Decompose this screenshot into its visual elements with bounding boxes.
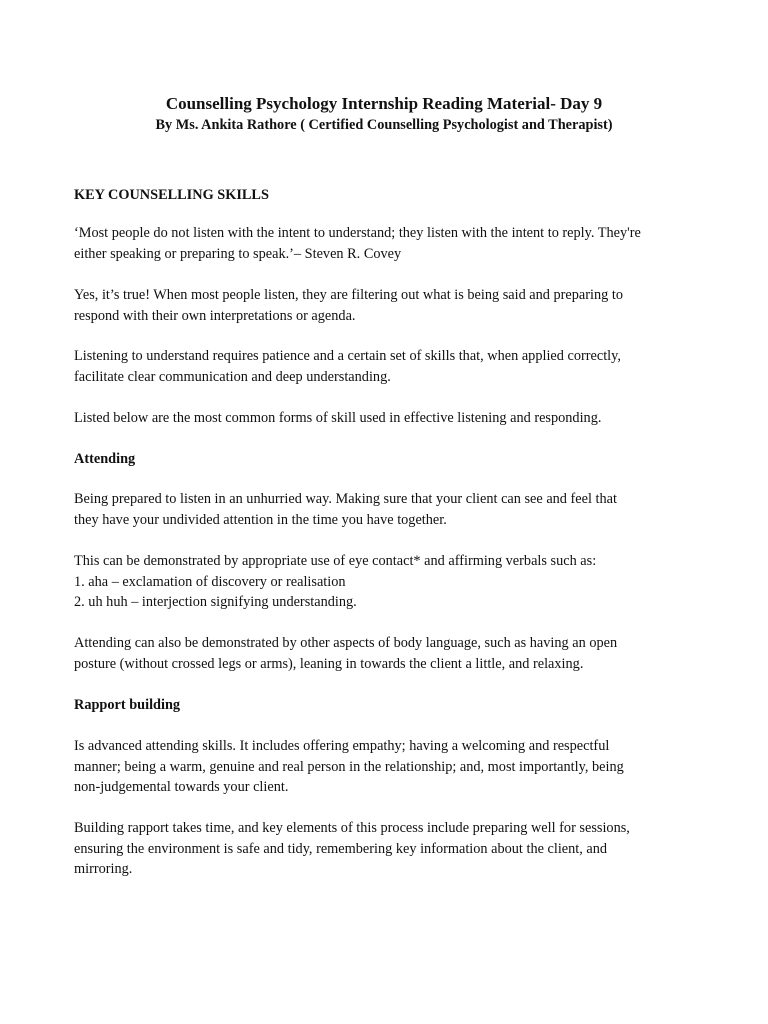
paragraph-line: Is advanced attending skills. It includes offering empathy; having a welcoming and respectful xyxy=(74,738,610,754)
paragraph-body-language xyxy=(74,633,714,674)
document-title: Counselling Psychology Internship Reading Material- Day 9 xyxy=(165,94,603,113)
list-item: 2. uh huh – interjection signifying understanding. xyxy=(74,594,357,610)
quote-line: ‘Most people do not listen with the intent to understand; they listen with the intent to reply. They're xyxy=(74,225,641,241)
section-heading-key-skills: KEY COUNSELLING SKILLS xyxy=(74,187,269,203)
paragraph-line: Listed below are the most common forms of skill used in effective listening and responding. xyxy=(74,410,602,426)
paragraph-attending xyxy=(74,489,714,530)
paragraph-patience xyxy=(74,346,714,387)
paragraph-line: Being prepared to listen in an unhurried way. Making sure that your client can see and feel that xyxy=(74,491,617,507)
paragraph-line: respond with their own interpretations or agenda. xyxy=(74,307,356,324)
paragraph-line: manner; being a warm, genuine and real person in the relationship; and, most importantly, being xyxy=(74,758,624,775)
quote-paragraph xyxy=(74,223,714,264)
paragraph-line: they have your undivided attention in the time you have together. xyxy=(74,511,447,528)
section-heading-attending: Attending xyxy=(74,451,136,467)
paragraph-line: mirroring. xyxy=(74,861,133,877)
paragraph-line: Yes, it’s true! When most people listen, they are filtering out what is being said and preparing to xyxy=(74,287,623,303)
paragraph-line: Listening to understand requires patience and a certain set of skills that, when applied correctly, xyxy=(74,348,621,364)
paragraph-line: Building rapport takes time, and key elements of this process include preparing well for sessions, xyxy=(74,820,630,836)
list-item: 1. aha – exclamation of discovery or realisation xyxy=(74,573,346,590)
paragraph-building-rapport xyxy=(74,818,714,880)
paragraph-line: non-judgemental towards your client. xyxy=(74,779,289,795)
quote-line: either speaking or preparing to speak.’– Steven R. Covey xyxy=(74,245,402,262)
paragraph-its-true xyxy=(74,285,714,326)
paragraph-demonstrated xyxy=(74,551,714,613)
paragraph-line: Attending can also be demonstrated by other aspects of body language, such as having an open xyxy=(74,635,618,651)
paragraph-line: facilitate clear communication and deep understanding. xyxy=(74,368,391,385)
paragraph-line: This can be demonstrated by appropriate use of eye contact* and affirming verbals such as: xyxy=(74,553,597,569)
paragraph-listed-below xyxy=(74,408,714,429)
paragraph-line: ensuring the environment is safe and tidy, remembering key information about the client, and xyxy=(74,840,608,857)
section-heading-rapport: Rapport building xyxy=(74,697,181,713)
paragraph-line: posture (without crossed legs or arms), leaning in towards the client a little, and relaxing. xyxy=(74,655,584,672)
paragraph-rapport xyxy=(74,736,714,798)
document-subtitle: By Ms. Ankita Rathore ( Certified Counselling Psychologist and Therapist) xyxy=(155,117,613,133)
